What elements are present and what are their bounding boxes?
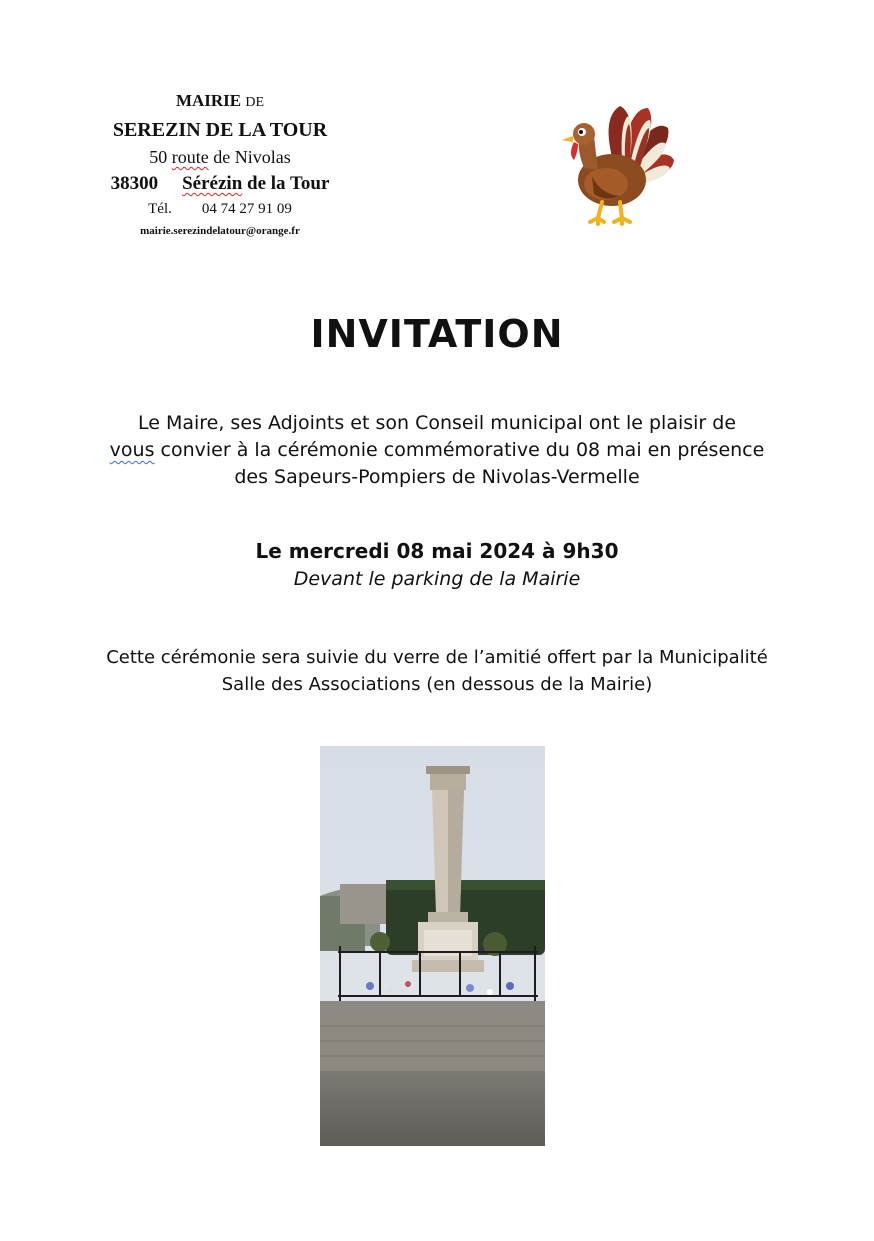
reception-line-1: Cette cérémonie sera suivie du verre de l’amitié offert par la Municipalité <box>106 647 768 668</box>
mairie-letterhead <box>70 88 370 241</box>
letterhead-mairie: MAIRIE <box>175 91 242 110</box>
invitation-title: INVITATION <box>310 312 564 356</box>
event-date: Le mercredi 08 mai 2024 à 9h30 <box>255 539 619 563</box>
letterhead-address <box>70 144 370 170</box>
event-details <box>0 537 874 593</box>
war-memorial-photo <box>320 746 545 1146</box>
address-route: route <box>171 147 209 167</box>
letterhead-city <box>70 170 370 197</box>
intro-line-2 <box>0 437 874 464</box>
reception-line-2: Salle des Associations (en dessous de la Mairie) <box>221 674 653 695</box>
road <box>320 1071 545 1146</box>
address-rest: de Nivolas <box>213 147 291 167</box>
letterhead-email: mairie.serezindelatour@orange.fr <box>140 225 300 237</box>
turkey-illustration <box>540 98 680 228</box>
invitation-intro <box>0 410 874 491</box>
letterhead-phone <box>70 197 370 221</box>
intro-vous: vous <box>109 439 155 461</box>
letterhead-de: DE <box>245 95 265 110</box>
postcode: 38300 <box>110 173 159 194</box>
letterhead-town: SEREZIN DE LA TOUR <box>112 119 328 141</box>
reception-info <box>0 644 874 698</box>
turkey-wattle <box>571 142 578 160</box>
city-rest: de la Tour <box>247 173 330 194</box>
address-number: 50 <box>149 147 168 167</box>
event-place: Devant le parking de la Mairie <box>293 568 581 590</box>
tel-label: Tél. <box>148 201 172 217</box>
intro-line-3: des Sapeurs-Pompiers de Nivolas-Vermelle <box>234 466 640 488</box>
letterhead-line1 <box>70 88 370 116</box>
intro-line-1: Le Maire, ses Adjoints et son Conseil municipal ont le plaisir de <box>137 412 737 434</box>
intro-line-2-rest: convier à la cérémonie commémorative du 08 mai en présence <box>154 439 765 461</box>
city-name: Sérézin <box>182 173 243 194</box>
tel-number: 04 74 27 91 09 <box>201 201 292 217</box>
